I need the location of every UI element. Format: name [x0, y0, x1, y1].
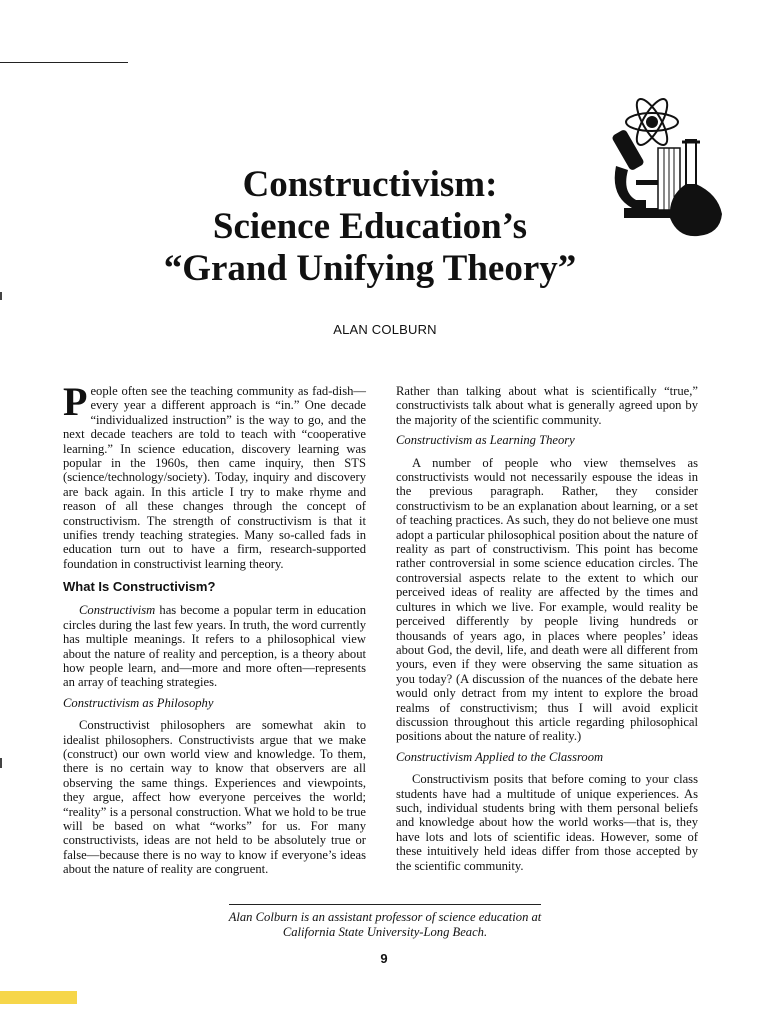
paragraph-text: has become a popular term in education circles during the last few years. In truth, the word currently has multiple meanings. It refers to a philosophical view about the nature of reality and perception, is a theory about how people learn, and—more and more often—represents an array of teaching strategies.: [63, 603, 366, 690]
subsection-heading: Constructivism as Learning Theory: [396, 433, 575, 448]
emphasis-term: Constructivism: [79, 603, 156, 618]
author-footnote: [200, 910, 570, 940]
highlight-tab: [0, 991, 77, 1004]
section-heading: What Is Constructivism?: [63, 579, 216, 595]
subsection-heading: Constructivism as Philosophy: [63, 695, 214, 710]
margin-mark: [0, 292, 2, 300]
science-lab-illustration-icon: [606, 96, 726, 246]
body-paragraph: Constructivist philosophers are somewhat akin to idealist philosophers. Constructivists argue that we make (construct) our own world view and knowledge. To them, there is no certain way to know that observers are all observing the same things. Experiences and viewpoints, they argue, affect how everyone perceives the world; “reality” is a personal construction. What we hold to be true will be based on what “works” for us. For many constructivists, ideas are not held to be absolutely true or false—because there is no way to know if everyone’s ideas about the nature of reality are congruent.: [63, 718, 366, 877]
column-right: [396, 384, 698, 879]
body-paragraph: Rather than talking about what is scientifically “true,” constructivists talk about what is generally agreed upon by the majority of the scientific community.: [396, 384, 698, 427]
column-left: [63, 379, 366, 883]
footnote-line: Alan Colburn is an assistant professor of science education at: [228, 910, 542, 924]
title-line-3: “Grand Unifying Theory”: [163, 248, 577, 289]
intro-text: eople often see the teaching community as fad-dish—every year a different approach is “in.” One decade “individualized instruction” is the way to go, and the next decade teachers are told to teach with “cooperative learning.” In science education, discovery learning was popular in the 1960s, then came inquiry, then STS (science/technology/society). Today, inquiry and discovery are back again. In this article I try to make rhyme and reason of all these changes through the concept of constructivism. The strength of constructivism is that it unifies trendy teaching strategies. Many so-called fads in education turn out to have a firm, research-supported foundation in constructivist learning theory.: [63, 384, 366, 571]
body-paragraph: Constructivism posits that before coming to your class students have had a multitude of unique experiences. As such, individual students bring with them personal beliefs and knowledge about how the world works—that is, they have lots and lots of scientific ideas. However, some of these intuitively held ideas differ from those accepted by the scientific community.: [396, 772, 698, 873]
footnote-rule: [229, 904, 541, 905]
footnote-line: California State University-Long Beach.: [282, 925, 488, 939]
title-line-1: Constructivism:: [242, 164, 498, 205]
article-title: [110, 164, 630, 290]
subsection-heading: Constructivism Applied to the Classroom: [396, 749, 604, 764]
drop-cap: P: [63, 379, 88, 424]
body-paragraph: A number of people who view themselves as constructivists would not necessarily espouse the ideas in the previous paragraph. Rather, they consider constructivism to be an explanation about learning, or a set of teaching practices. As such, they do not believe one must adopt a particular philosophical position about the nature of reality as part of constructivism. This point has become rather controversial in some science education circles. The controversial aspects relate to the extent to which our perceived ideas of reality are affected by the times and cultures in which we live. For example, would reality be perceived differently by people living hundreds or thousands of years ago, in places where peoples’ ideas about God, the devil, life, and death were all different from yours, even if they were observing the same situation as you today? (A discussion of the nuances of the debate here would only detract from my intent to explore the broad realms of constructivism; thus I will avoid explicit discussion throughout this article regarding philosophical positions about the nature of reality.): [396, 455, 698, 744]
body-paragraph: [63, 603, 366, 689]
title-line-2: Science Education’s: [212, 206, 528, 247]
intro-paragraph: [63, 379, 366, 571]
author-byline: ALAN COLBURN: [333, 322, 437, 337]
margin-mark: [0, 758, 2, 768]
page-number: 9: [380, 951, 388, 966]
header-rule: [0, 62, 128, 63]
